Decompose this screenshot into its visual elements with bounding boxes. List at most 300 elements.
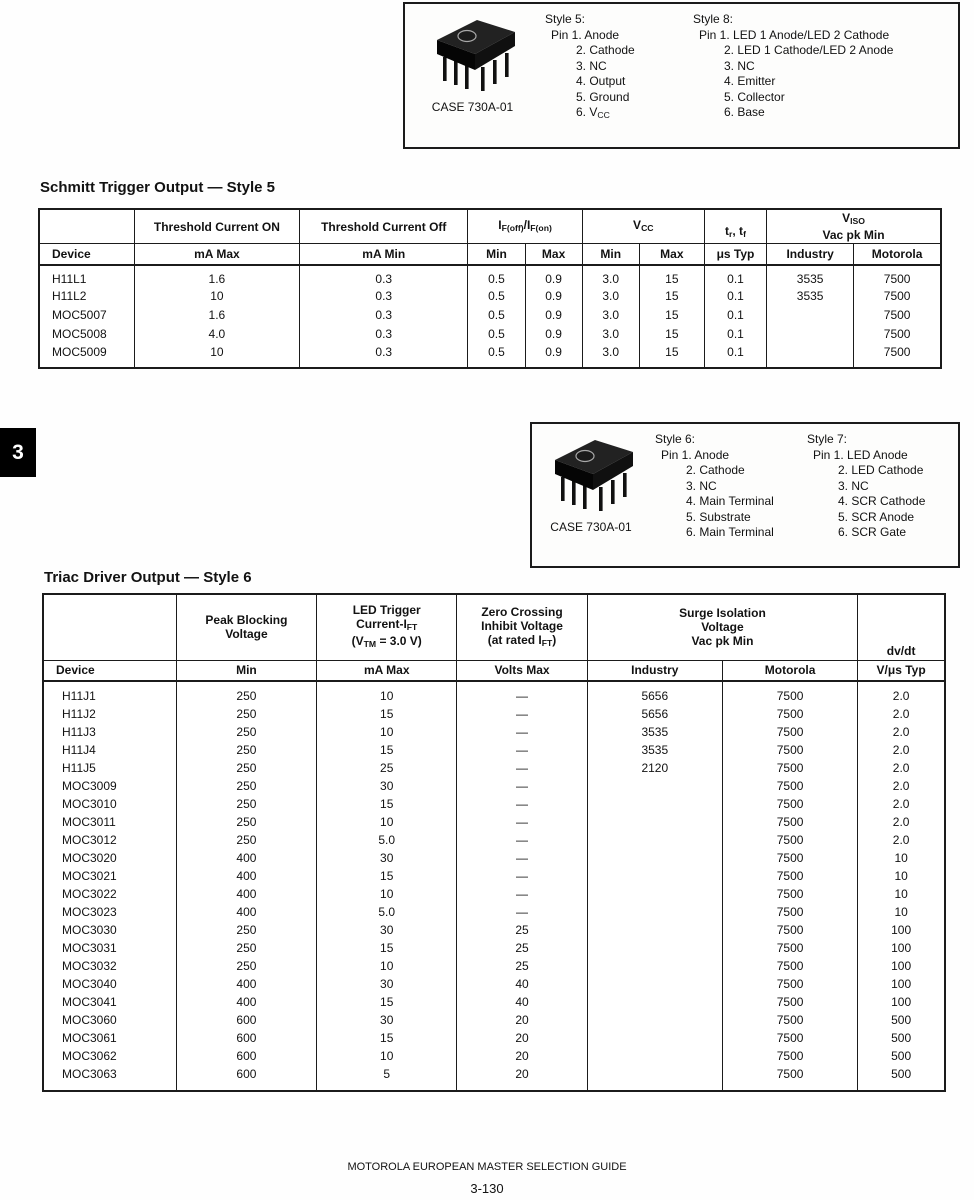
table-cell: 2.0	[858, 831, 945, 849]
table-cell: MOC3023	[43, 903, 176, 921]
style6-pin-list	[661, 448, 802, 541]
pin-line: 5. Collector	[724, 89, 785, 104]
table-row	[43, 681, 945, 705]
table-cell: 15	[639, 265, 704, 287]
table-cell: 400	[176, 993, 316, 1011]
table-cell: —	[457, 759, 587, 777]
table-cell	[587, 795, 722, 813]
table-cell: 100	[858, 939, 945, 957]
table-cell: 25	[457, 921, 587, 939]
header-if-max: Max	[525, 244, 582, 265]
table-cell: 7500	[722, 921, 857, 939]
table-cell: —	[457, 831, 587, 849]
table-cell: 3.0	[582, 287, 639, 306]
header-threshold-on: Threshold Current ON	[134, 209, 299, 244]
table-cell: 30	[317, 849, 457, 867]
table-cell: 2.0	[858, 795, 945, 813]
table-cell	[587, 921, 722, 939]
table-cell: 0.9	[525, 265, 582, 287]
schmitt-table-body	[39, 265, 941, 368]
table-cell: 250	[176, 741, 316, 759]
pin-line: 2. LED 1 Cathode/LED 2 Anode	[724, 43, 894, 57]
table-row	[43, 831, 945, 849]
table-cell	[587, 849, 722, 867]
table-cell: MOC5007	[39, 306, 134, 325]
table-cell: 2.0	[858, 681, 945, 705]
table-cell: MOC3012	[43, 831, 176, 849]
table-cell: 2.0	[858, 741, 945, 759]
table-row	[43, 957, 945, 975]
table-cell: 100	[858, 993, 945, 1011]
table-cell: MOC3021	[43, 867, 176, 885]
table-cell: H11L1	[39, 265, 134, 287]
table-cell: MOC3063	[43, 1065, 176, 1091]
table-cell: MOC5008	[39, 325, 134, 344]
table-cell: MOC3010	[43, 795, 176, 813]
table-cell: MOC3062	[43, 1047, 176, 1065]
style8-pinout	[688, 4, 958, 147]
table-cell: 7500	[722, 681, 857, 705]
table-cell: 10	[317, 1047, 457, 1065]
table-cell	[587, 831, 722, 849]
table-cell: 0.1	[704, 325, 766, 344]
table-cell: 250	[176, 681, 316, 705]
pin-line: 5. Ground	[576, 89, 630, 104]
style5-pin-list	[551, 28, 688, 124]
table-row	[43, 849, 945, 867]
table-row	[39, 306, 941, 325]
header-peak-min: Min	[176, 660, 316, 681]
pin-line: 4. Emitter	[724, 74, 776, 88]
table-cell: H11J1	[43, 681, 176, 705]
table-cell: 0.9	[525, 287, 582, 306]
pin-line: 2. Cathode	[686, 463, 745, 477]
table-cell: 500	[858, 1011, 945, 1029]
table-cell: 400	[176, 903, 316, 921]
table-cell: 3535	[767, 265, 854, 287]
table-cell: 7500	[722, 993, 857, 1011]
table-cell: 15	[639, 344, 704, 368]
table-row	[43, 723, 945, 741]
header-ma-max: mA Max	[134, 244, 299, 265]
table-cell: 0.3	[300, 344, 468, 368]
table-cell: 25	[457, 957, 587, 975]
table-cell: 600	[176, 1029, 316, 1047]
table-cell: 250	[176, 723, 316, 741]
table-cell: MOC3041	[43, 993, 176, 1011]
table-cell: 0.5	[468, 287, 525, 306]
header-motorola: Motorola	[722, 660, 857, 681]
table-cell: 250	[176, 831, 316, 849]
table-cell: 5.0	[317, 831, 457, 849]
table-cell: 20	[457, 1011, 587, 1029]
table-cell: 7500	[722, 903, 857, 921]
table-cell: 7500	[722, 1047, 857, 1065]
table-cell: 5656	[587, 681, 722, 705]
table-cell: 20	[457, 1029, 587, 1047]
table-cell: 7500	[854, 306, 941, 325]
table-cell: 3535	[587, 741, 722, 759]
table-cell: 5.0	[317, 903, 457, 921]
table-cell: 2.0	[858, 723, 945, 741]
footer-page-number: 3-130	[470, 1181, 504, 1196]
table-cell: 7500	[722, 1011, 857, 1029]
table-cell	[587, 1047, 722, 1065]
table-cell	[767, 325, 854, 344]
header-us-typ: μs Typ	[704, 244, 766, 265]
header-ma-max: mA Max	[317, 660, 457, 681]
table-cell: —	[457, 777, 587, 795]
table-cell: 10	[858, 867, 945, 885]
pin-line: 3. NC	[686, 478, 717, 493]
table-cell: MOC3040	[43, 975, 176, 993]
table-cell: H11J5	[43, 759, 176, 777]
pin-line: 2. LED Cathode	[838, 463, 924, 477]
style6-pinout	[650, 424, 802, 566]
table-cell: 250	[176, 813, 316, 831]
table-cell: 600	[176, 1065, 316, 1091]
table-cell: MOC3011	[43, 813, 176, 831]
table-cell: —	[457, 849, 587, 867]
table-cell: 250	[176, 795, 316, 813]
header-v-us-typ: V/μs Typ	[858, 660, 945, 681]
table-cell: —	[457, 885, 587, 903]
style7-title: Style 7:	[807, 432, 848, 446]
table-cell	[587, 903, 722, 921]
table-cell: 7500	[722, 705, 857, 723]
table-cell: —	[457, 795, 587, 813]
table-cell: 15	[317, 705, 457, 723]
table-row	[43, 795, 945, 813]
table-cell: 15	[317, 741, 457, 759]
table-row	[43, 741, 945, 759]
header-vcc-min: Min	[582, 244, 639, 265]
table-row	[43, 903, 945, 921]
table-cell	[587, 867, 722, 885]
package-illustration-top	[405, 4, 540, 147]
table-cell: —	[457, 705, 587, 723]
table-cell: 400	[176, 867, 316, 885]
pin-line: 5. Substrate	[686, 509, 751, 524]
table-row	[43, 1065, 945, 1091]
table-cell: 15	[639, 306, 704, 325]
table-cell: 15	[639, 287, 704, 306]
header-cell-empty	[39, 209, 134, 244]
table-row	[39, 344, 941, 368]
table-cell	[767, 306, 854, 325]
table-row	[43, 921, 945, 939]
table-cell: 7500	[722, 867, 857, 885]
table-cell: 0.1	[704, 265, 766, 287]
pin-line: 2. Cathode	[576, 43, 635, 57]
table-row	[43, 975, 945, 993]
table-cell	[587, 993, 722, 1011]
footer-guide-title: MOTOROLA EUROPEAN MASTER SELECTION GUIDE	[347, 1161, 627, 1173]
table-cell: 2120	[587, 759, 722, 777]
table-cell: 0.5	[468, 325, 525, 344]
triac-table	[42, 593, 946, 1092]
table-cell: 7500	[722, 1065, 857, 1091]
table-cell: 100	[858, 975, 945, 993]
table-cell: 7500	[854, 344, 941, 368]
table-cell: 5656	[587, 705, 722, 723]
table-cell: 7500	[722, 939, 857, 957]
table-row	[43, 867, 945, 885]
header-threshold-off: Threshold Current Off	[300, 209, 468, 244]
table-cell: 7500	[854, 265, 941, 287]
header-viso: $V_{ISO}$ Vac pk Min	[767, 209, 941, 244]
table-cell: 10	[317, 813, 457, 831]
table-cell: 0.5	[468, 306, 525, 325]
schmitt-table	[38, 208, 942, 369]
header-dv-dt: dv/dt	[858, 594, 945, 660]
table-cell: 3.0	[582, 265, 639, 287]
table-row	[43, 1011, 945, 1029]
triac-table-body	[43, 681, 945, 1091]
table-cell: MOC3020	[43, 849, 176, 867]
table-cell	[587, 777, 722, 795]
table-cell: 7500	[722, 795, 857, 813]
table-cell	[587, 957, 722, 975]
pin-line: 5. SCR Anode	[838, 509, 915, 524]
table-cell: MOC5009	[39, 344, 134, 368]
table-cell: 400	[176, 885, 316, 903]
dip-package-icon	[543, 432, 639, 512]
table-cell	[767, 344, 854, 368]
table-cell: 3535	[587, 723, 722, 741]
table-cell: 10	[317, 957, 457, 975]
table-cell	[587, 885, 722, 903]
table-cell: 100	[858, 957, 945, 975]
table-cell: 25	[457, 939, 587, 957]
table-cell: 3535	[767, 287, 854, 306]
table-cell: 400	[176, 849, 316, 867]
table-cell: 10	[134, 287, 299, 306]
header-if-min: Min	[468, 244, 525, 265]
table-cell: 10	[317, 681, 457, 705]
header-device: Device	[43, 660, 176, 681]
table-cell: 30	[317, 975, 457, 993]
table-row	[43, 813, 945, 831]
table-cell: H11J3	[43, 723, 176, 741]
table-cell: 7500	[722, 831, 857, 849]
table-cell	[587, 939, 722, 957]
table-cell: 600	[176, 1047, 316, 1065]
table-cell: MOC3031	[43, 939, 176, 957]
table-row	[43, 885, 945, 903]
table-cell: 250	[176, 777, 316, 795]
table-cell: MOC3061	[43, 1029, 176, 1047]
style8-title: Style 8:	[693, 12, 734, 26]
table-cell: 2.0	[858, 759, 945, 777]
pin-line: 4. Main Terminal	[686, 494, 774, 508]
table-cell: 20	[457, 1065, 587, 1091]
table-cell: 15	[639, 325, 704, 344]
table-row	[39, 325, 941, 344]
table-cell: 10	[317, 723, 457, 741]
table-cell: 15	[317, 867, 457, 885]
table-cell: 7500	[722, 975, 857, 993]
table-cell: MOC3032	[43, 957, 176, 975]
table-cell	[587, 975, 722, 993]
table-cell: MOC3060	[43, 1011, 176, 1029]
table-row	[43, 777, 945, 795]
table-row	[43, 1029, 945, 1047]
header-zero-crossing: Zero Crossing Inhibit Voltage (at rated $I_{FT}$)	[457, 594, 587, 660]
chapter-tab	[0, 428, 36, 477]
header-tr-tf: $t_r$, $t_f$	[704, 209, 766, 244]
table-cell: MOC3030	[43, 921, 176, 939]
table-row	[39, 265, 941, 287]
table-cell: 2.0	[858, 705, 945, 723]
table-cell: 7500	[854, 287, 941, 306]
table-cell: 0.9	[525, 344, 582, 368]
table-cell: 15	[317, 1029, 457, 1047]
pin-line: Pin 1. Anode	[661, 447, 730, 462]
pin-line: Pin 1. Anode	[551, 27, 620, 42]
style8-pin-list	[699, 28, 958, 121]
pin-line: 6. Base	[724, 105, 765, 119]
header-volts-max: Volts Max	[457, 660, 587, 681]
table-cell: 30	[317, 921, 457, 939]
case-label: CASE 730A-01	[431, 100, 514, 114]
section-heading-triac: Triac Driver Output — Style 6	[44, 569, 252, 586]
table-cell: 0.1	[704, 306, 766, 325]
table-cell: 0.9	[525, 325, 582, 344]
table-cell: H11J4	[43, 741, 176, 759]
pin-line: 4. Output	[576, 74, 626, 88]
table-cell: 7500	[722, 777, 857, 795]
pin-line: 3. NC	[838, 478, 869, 493]
table-cell	[587, 1029, 722, 1047]
table-cell: 2.0	[858, 777, 945, 795]
header-led-trigger: LED Trigger Current-$I_{FT}$ ($V_{TM} = 3.0$ V)	[317, 594, 457, 660]
table-cell: 15	[317, 993, 457, 1011]
table-cell: 15	[317, 939, 457, 957]
dip-package-icon	[425, 12, 521, 92]
table-cell	[587, 1011, 722, 1029]
header-vcc-max: Max	[639, 244, 704, 265]
header-device: Device	[39, 244, 134, 265]
table-cell: H11J2	[43, 705, 176, 723]
pin-line: 3. NC	[724, 58, 755, 73]
table-cell: 0.3	[300, 265, 468, 287]
pin-line: 6. $V_{CC}$	[576, 105, 610, 121]
style7-pin-list	[813, 448, 958, 541]
table-cell: 4.0	[134, 325, 299, 344]
table-cell: MOC3022	[43, 885, 176, 903]
table-cell: 0.5	[468, 344, 525, 368]
table-cell: 500	[858, 1047, 945, 1065]
table-cell: 30	[317, 1011, 457, 1029]
table-cell: 7500	[854, 325, 941, 344]
table-cell: 7500	[722, 813, 857, 831]
pin-line: 6. Main Terminal	[686, 525, 774, 539]
pin-line: 6. SCR Gate	[838, 525, 907, 539]
table-cell: 10	[134, 344, 299, 368]
table-row	[43, 1047, 945, 1065]
table-cell: 0.3	[300, 306, 468, 325]
table-row	[43, 759, 945, 777]
table-cell: —	[457, 741, 587, 759]
case-label: CASE 730A-01	[550, 520, 632, 534]
table-cell: —	[457, 867, 587, 885]
table-cell: MOC3009	[43, 777, 176, 795]
table-cell: —	[457, 723, 587, 741]
table-cell: 0.9	[525, 306, 582, 325]
table-cell: 3.0	[582, 344, 639, 368]
table-cell: 250	[176, 705, 316, 723]
table-cell: 7500	[722, 1029, 857, 1047]
table-cell: 1.6	[134, 306, 299, 325]
table-cell: 10	[858, 849, 945, 867]
table-cell: 3.0	[582, 325, 639, 344]
table-cell: 3.0	[582, 306, 639, 325]
table-row	[39, 287, 941, 306]
table-cell: 0.1	[704, 344, 766, 368]
section-heading-schmitt: Schmitt Trigger Output — Style 5	[40, 179, 276, 196]
style6-title: Style 6:	[655, 432, 696, 446]
table-cell: 7500	[722, 957, 857, 975]
table-cell: 0.5	[468, 265, 525, 287]
table-cell: 15	[317, 795, 457, 813]
table-cell: 25	[317, 759, 457, 777]
table-cell: 250	[176, 759, 316, 777]
table-cell: 40	[457, 975, 587, 993]
table-cell: 400	[176, 975, 316, 993]
table-cell: 20	[457, 1047, 587, 1065]
pin-line: Pin 1. LED Anode	[813, 447, 908, 462]
header-surge-isolation: Surge Isolation Voltage Vac pk Min	[587, 594, 858, 660]
header-ma-min: mA Min	[300, 244, 468, 265]
table-cell: 10	[317, 885, 457, 903]
table-row	[43, 705, 945, 723]
table-cell: 100	[858, 921, 945, 939]
pin-line: Pin 1. LED 1 Anode/LED 2 Cathode	[699, 27, 890, 42]
table-cell: H11L2	[39, 287, 134, 306]
table-cell: —	[457, 681, 587, 705]
header-peak-blocking: Peak Blocking Voltage	[176, 594, 316, 660]
table-cell	[587, 1065, 722, 1091]
pin-line: 4. SCR Cathode	[838, 494, 926, 508]
table-cell: 40	[457, 993, 587, 1011]
header-industry: Industry	[767, 244, 854, 265]
header-if-ratio: $I_{F(off)}/I_{F(on)}$	[468, 209, 582, 244]
table-cell: —	[457, 813, 587, 831]
table-cell: 500	[858, 1029, 945, 1047]
table-cell: 0.3	[300, 325, 468, 344]
table-cell: 1.6	[134, 265, 299, 287]
table-cell: 500	[858, 1065, 945, 1091]
table-cell: 2.0	[858, 813, 945, 831]
table-cell: 250	[176, 921, 316, 939]
header-industry: Industry	[587, 660, 722, 681]
header-motorola: Motorola	[854, 244, 941, 265]
table-cell: 7500	[722, 885, 857, 903]
pin-line: 3. NC	[576, 58, 607, 73]
style5-pinout	[540, 4, 688, 147]
table-cell: 10	[858, 885, 945, 903]
table-cell: 250	[176, 957, 316, 975]
table-cell: —	[457, 903, 587, 921]
table-cell: 5	[317, 1065, 457, 1091]
chapter-tab-number: 3	[12, 440, 24, 464]
header-vcc: $V_{CC}$	[582, 209, 704, 244]
table-row	[43, 993, 945, 1011]
table-cell: 7500	[722, 741, 857, 759]
header-cell-empty	[43, 594, 176, 660]
table-cell	[587, 813, 722, 831]
